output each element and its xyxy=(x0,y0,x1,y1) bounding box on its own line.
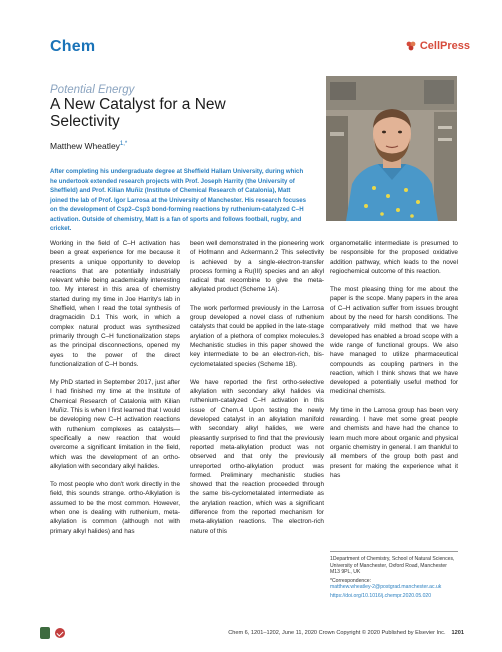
paragraph: My PhD started in September 2017, just after I had finished my time at the Institute of Chemical Research of Catalonia with Kilian Muñiz. This is when I first learned that I would be developing new C–H activation reactions with ruthenium complexes as catalysts—specifically a new reaction that would overcome a significant limitation in the field, which was the development of an ortho-alkylation with secondary alkyl halides. xyxy=(50,379,180,470)
check-for-updates-icon[interactable] xyxy=(55,628,65,638)
paragraph: We have reported the first ortho-selective alkylation with secondary alkyl halides via ruthenium-catalyzed C–H activation in this issue of Chem.4 Upon testing the newly developed catalyst in an alkylation manifold with secondary alkyl halides, we were pleasantly surprised to find that the previously reported meta-alkylation product was not observed and that only the previously unreported ortho-alkylation product was formed. Preliminary mechanistic studies showed that the reaction proceeded through the same bis-cyclometalated intermediate as the arylation reaction, which was a significant difference from the reported mechanism for meta-alkylation reactions. The electron-rich nature of this xyxy=(190,378,324,535)
paragraph: The most pleasing thing for me about the paper is the scope. Many papers in the area of C–H activation suffer from issues brought about by the need for harsh conditions. The comparatively mild method that we have developed has enabled a broad scope with a wide range of functional groups. We also have managed to utilize pharmaceutical compounds as coupling partners in the reaction, which I think shows that we have developed a potentially useful method for medicinal chemists. xyxy=(330,286,458,396)
author-photo xyxy=(326,76,457,221)
author-bio: After completing his undergraduate degree at Sheffield Hallam University, during which he undertook extended research projects with Prof. Joseph Harrity (the University of Sheffield) and Prof. Kilian Muñiz (Institute of Chemical Research of Catalonia), Matt joined the lab of Prof. Igor Larrosa at the University of Manchester. His research focuses on the development of Csp2–Csp3 bond-forming reactions by ruthenium-catalyzed C–H activation. Outside of chemistry, Matt is a fan of sports and follows football, rugby, and cricket. xyxy=(50,168,307,232)
elsevier-tree-icon xyxy=(40,627,50,639)
author-name: Matthew Wheatley xyxy=(50,141,120,151)
publisher-logo xyxy=(405,40,470,52)
paragraph: The work performed previously in the Larrosa group developed a novel class of ruthenium catalysts that could be applied in the late-stage arylation of a plethora of complex molecules.3 Mechanistic studies in this paper showed the key intermediate to be an electron-rich, bis-cyclometalated species (Scheme 1B). xyxy=(190,304,324,368)
page-number: 1201 xyxy=(451,630,464,636)
citation-text: Chem 6, 1201–1202, June 11, 2020 Crown Copyright © 2020 Published by Elsevier Inc. xyxy=(228,630,446,636)
email-link[interactable]: matthew.wheatley-2@postgrad.manchester.ac.uk xyxy=(330,584,442,591)
footnotes xyxy=(330,556,458,600)
doi-link[interactable]: https://doi.org/10.1016/j.chempr.2020.05.020 xyxy=(330,592,432,599)
paragraph: Working in the field of C–H activation has been a great experience for me because it presents a unique opportunity to develop reactions that are potentially industrially relevant while being academically interesting too. My interest in this area of chemistry started during my time in Joe Harrity's lab in Sheffield, when I read the total synthesis of dragmacidin D.1 This work, in which a complex natural product was synthesized primarily through C–H functionalization steps as the principal disconnections, opened my eyes to the power of the direct functionalization of C–H bonds. xyxy=(50,240,180,368)
article-title: A New Catalyst for a New Selectivity xyxy=(50,96,226,130)
footer-logos xyxy=(40,627,65,639)
citation-line xyxy=(228,630,464,636)
paragraph: organometallic intermediate is presumed to be responsible for the proposed oxidative addition pathway, which leads to the novel regiochemical outcome of this reaction. xyxy=(330,240,458,275)
correspondence-label: *Correspondence: xyxy=(330,577,372,584)
cellpress-icon xyxy=(405,40,417,52)
author-line xyxy=(50,141,127,151)
body-column-3 xyxy=(330,239,458,480)
paragraph: been well demonstrated in the pioneering work of Hofmann and Ackermann.2 This selectivity is achieved by a single-electron-transfer process forming a Ru(III) species and an alkyl radical that recombine to give the meta-alkylated product (Scheme 1A). xyxy=(190,240,324,294)
section-kicker: Potential Energy xyxy=(50,84,135,96)
footnote-divider xyxy=(330,551,458,552)
paragraph: To most people who don't work directly in the field, this sounds strange. ortho-Alkylation is assumed to be the most common. However, when one is dealing with ruthenium, meta-alkylation is common (although not with primary alkyl halides) and has xyxy=(50,481,180,535)
paragraph: My time in the Larrosa group has been very rewarding. I have met some great people and chemists and have had the chance to learn much more about organic and physical organic chemistry in general. I am thankful to all members of the group both past and present for making the experience what it has xyxy=(330,406,458,479)
body-column-2 xyxy=(190,239,324,536)
author-affiliation-mark: 1,* xyxy=(119,141,128,148)
publisher-name: CellPress xyxy=(419,40,470,52)
journal-logo: Chem xyxy=(50,38,96,55)
affiliation-note: 1Department of Chemistry, School of Natural Sciences, University of Manchester, Oxford Road, Manchester M13 9PL, UK xyxy=(330,556,455,576)
page-footer xyxy=(40,626,464,640)
body-column-1 xyxy=(50,239,180,536)
